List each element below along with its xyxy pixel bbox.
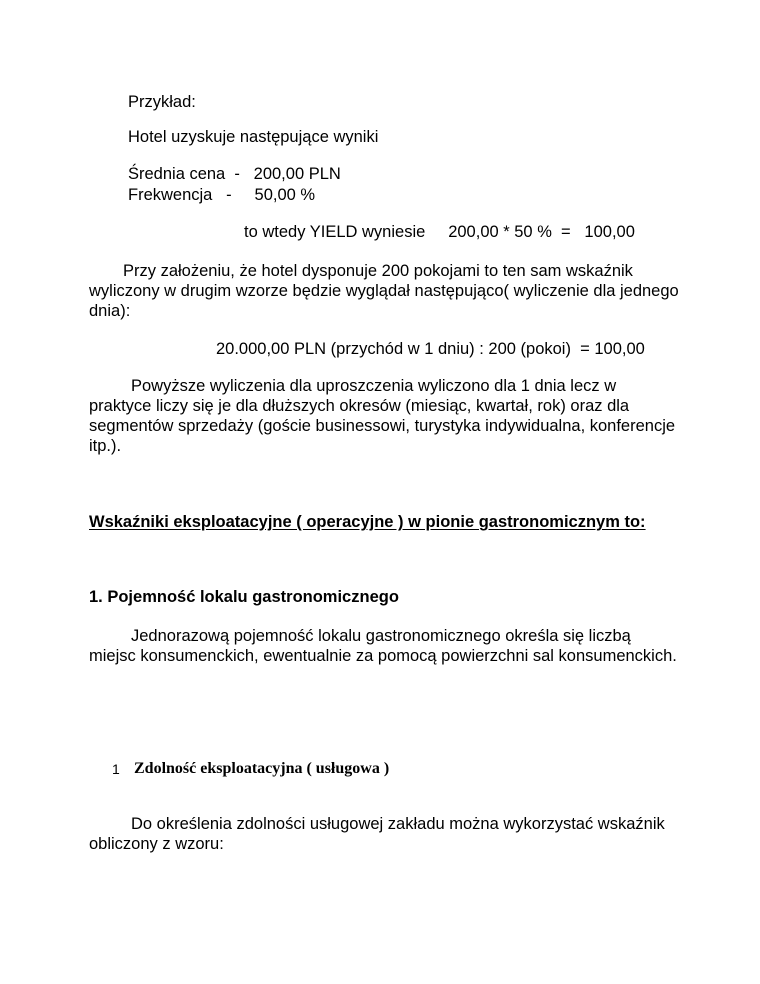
restaurant-capacity-paragraph: Jednorazową pojemność lokalu gastronomicznego określa się liczbą miejsc konsumenckich, ewentualnie za pomocą powierzchni sal konsumenckich. bbox=[89, 627, 677, 665]
revenue-formula-line: 20.000,00 PLN (przychód w 1 dniu) : 200 (pokoi) = 100,00 bbox=[216, 340, 645, 358]
attendance-line: Frekwencja - 50,00 % bbox=[128, 186, 316, 204]
yield-calculation-line: to wtedy YIELD wyniesie 200,00 * 50 % = 100,00 bbox=[244, 223, 635, 241]
example-label: Przykład: bbox=[128, 93, 196, 111]
simplification-note-paragraph: Powyższe wyliczenia dla uproszczenia wyliczono dla 1 dnia lecz w praktyce liczy się je dla dłuższych okresów (miesiąc, kwartał, rok) oraz dla segmentów sprzedaży (goście businessowi, turystyka indywidualna, konferencje itp.). bbox=[89, 377, 676, 455]
example-intro: Hotel uzyskuje następujące wyniki bbox=[128, 128, 379, 146]
section-heading-operational-indicators: Wskaźniki eksploatacyjne ( operacyjne ) w pionie gastronomicznym to: bbox=[89, 513, 646, 531]
operational-capacity-paragraph: Do określenia zdolności usługowej zakładu można wykorzystać wskaźnik obliczony z wzoru: bbox=[89, 815, 665, 853]
item-number: 1 bbox=[112, 761, 120, 777]
average-price-line: Średnia cena - 200,00 PLN bbox=[128, 165, 341, 183]
item-heading-operational-capacity: Zdolność eksploatacyjna ( usługowa ) bbox=[134, 760, 390, 777]
assumption-paragraph: Przy założeniu, że hotel dysponuje 200 pokojami to ten sam wskaźnik wyliczony w drugim wzorze będzie wyglądał następująco( wyliczenie dla jednego dnia): bbox=[89, 262, 679, 320]
item-heading-restaurant-capacity: 1. Pojemność lokalu gastronomicznego bbox=[89, 588, 399, 606]
